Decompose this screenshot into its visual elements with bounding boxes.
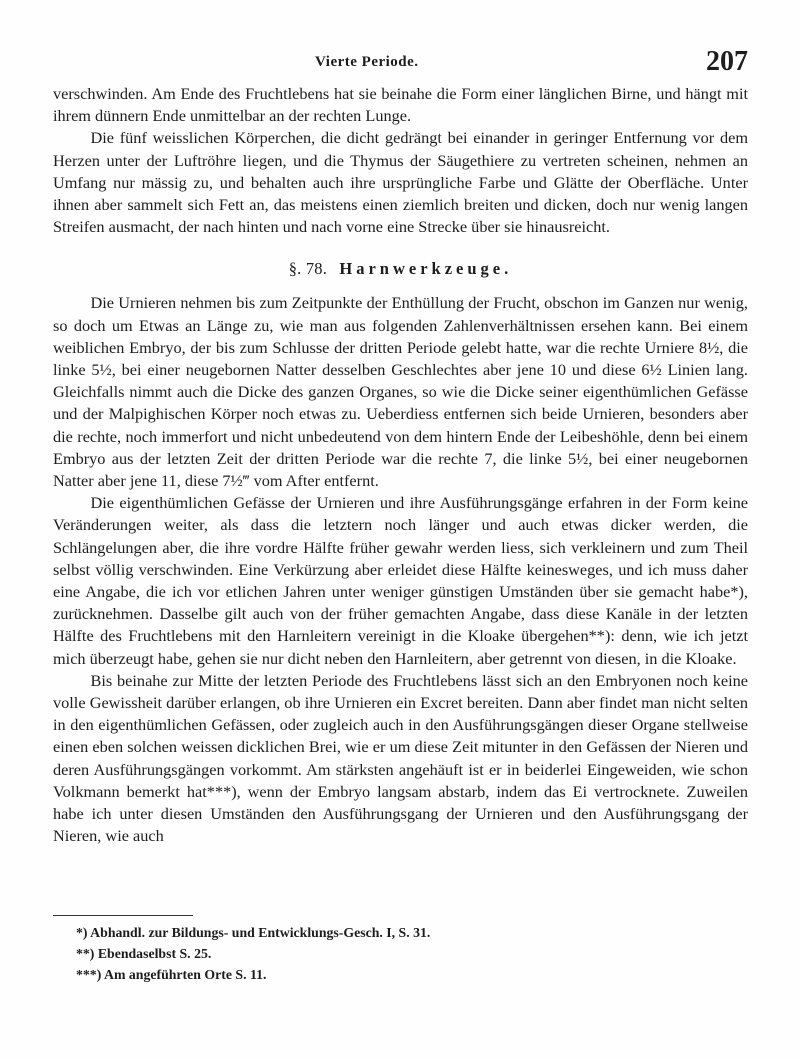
paragraph-5: Bis beinahe zur Mitte der letzten Periode des Fruchtlebens lässt sich an den Embryonen noch keine volle Gewissheit darüber erlangen, ob ihre Urnieren ein Excret bereiten. Dann aber findet man nicht selten in den eigenthümlichen Gefässen, oder zugleich auch in den Ausführungsgängen dieser Organe stellweise einen eben solchen weissen dicklichen Brei, wie er um diese Zeit mitunter in den Gefässen der Nieren und deren Ausführungsgängen vorkommt. Am stärksten angehäuft ist er in beiderlei Eingeweiden, wie schon Volkmann bemerkt hat***), wenn der Embryo langsam abstarb, indem das Ei vertrocknete. Zuweilen habe ich unter diesen Umständen den Ausführungsgang der Urnieren und den Ausführungsgang der Nieren, wie auch: [53, 670, 748, 846]
footnote-1: *) Abhandl. zur Bildungs- und Entwicklungs-Gesch. I, S. 31.: [76, 925, 431, 940]
section-heading: [53, 258, 748, 280]
footnotes: [76, 922, 716, 985]
paragraph-3: Die Urnieren nehmen bis zum Zeitpunkte der Enthüllung der Frucht, obschon im Ganzen nur wenig, so doch um Etwas an Länge zu, wie man aus folgenden Zahlenverhältnissen ersehen kann. Bei einem weiblichen Embryo, der bis zum Schlusse der dritten Periode gelebt hatte, war die rechte Urniere 8½, die linke 5½, bei einer neugebornen Natter desselben Geschlechtes aber jene 10 und diese 6½ Linien lang. Gleichfalls nimmt auch die Dicke des ganzen Organes, so wie die Dicke seiner eigenthümlichen Gefässe und der Malpighischen Körper noch etwas zu. Ueberdiess entfernen sich beide Urnieren, besonders aber die rechte, noch immerfort und nicht unbedeutend von dem hintern Ende der Leibeshöhle, denn bei einem Embryo aus der letzten Zeit der dritten Periode war die rechte 7, die linke 5½, bei einer neugebornen Natter aber jene 11, diese 7½‴ vom After entfernt.: [53, 293, 748, 491]
footnote-2: **) Ebendaselbst S. 25.: [76, 946, 212, 961]
main-text: [53, 83, 748, 848]
section-title: Harnwerkzeuge.: [339, 259, 513, 279]
footnote-divider: [53, 915, 193, 916]
section-number: §. 78.: [288, 259, 328, 279]
page-number: 207: [706, 46, 748, 77]
paragraph-4: Die eigenthümlichen Gefässe der Urnieren und ihre Ausführungsgänge erfahren in der Form keine Veränderungen weiter, als dass die letztern noch länger und auch etwas dicker werden, die Schlängelungen aber, die ihre vordre Hälfte früher gewahr werden liess, sich verkleinern und zum Theil selbst völlig verschwinden. Eine Verkürzung aber erleidet diese Hälfte keinesweges, und ich muss daher eine Angabe, die ich vor etlichen Jahren unter weniger günstigen Umständen über sie gemacht habe*), zurücknehmen. Dasselbe gilt auch von der früher gemachten Angabe, dass diese Kanäle in der letzten Hälfte des Fruchtlebens mit den Harnleitern vereinigt in die Kloake übergehen**): denn, wie ich jetzt mich überzeugt habe, gehen sie nur dicht neben den Harnleitern, aber getrennt von diesen, in die Kloake.: [53, 493, 748, 668]
paragraph-2: Die fünf weisslichen Körperchen, die dicht gedrängt bei einander in geringer Entfernung vor dem Herzen unter der Luftröhre liegen, und die Thymus der Säugethiere zu vertreten scheinen, nehmen an Umfang nur mässig zu, und behalten auch ihre ursprüngliche Farbe und Glätte der Oberfläche. Unter ihnen aber sammelt sich Fett an, das meistens einen ziemlich breiten und dicken, doch nur wenig langen Streifen ausmacht, der nach hinten und nach vorne eine Strecke über sie hinausreicht.: [53, 128, 748, 237]
page-header: [50, 44, 748, 88]
paragraph-1: verschwinden. Am Ende des Fruchtlebens hat sie beinahe die Form einer länglichen Birne, und hängt mit ihrem dünnern Ende unmittelbar an der rechten Lunge.: [53, 84, 748, 126]
footnote-3: ***) Am angeführten Orte S. 11.: [76, 967, 267, 982]
running-title: Vierte Periode.: [315, 54, 419, 70]
